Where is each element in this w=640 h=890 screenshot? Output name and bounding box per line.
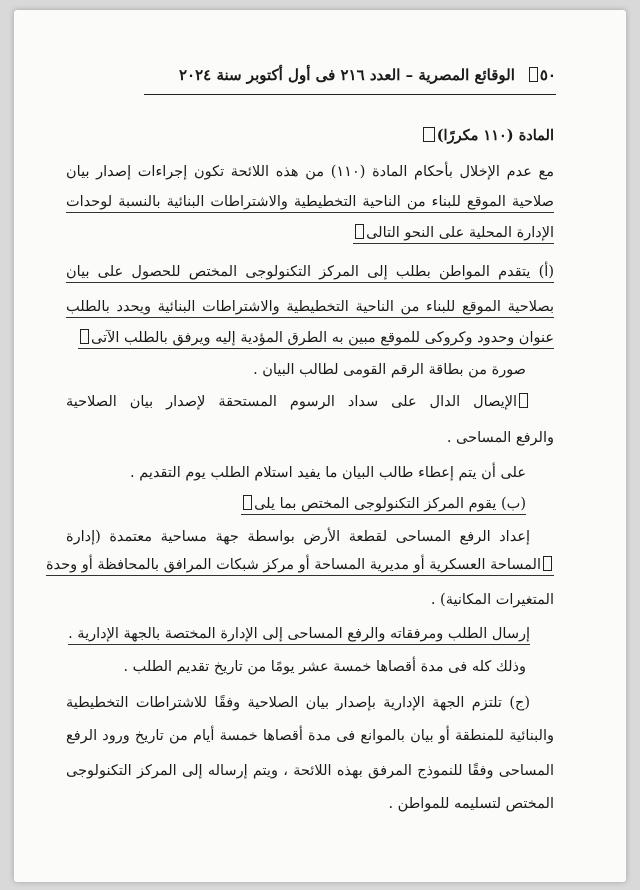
clause-c-line: والبنائية للمنطقة أو بيان بالموانع فى مدة أقصاها خمسة أيام من تاريخ ورود الرفع: [66, 728, 554, 744]
list-item-continuation: المساحة العسكرية أو مديرية المساحة أو مركز شبكات المرافق بالمحافظة أو وحدة: [66, 555, 554, 575]
note-line: على أن يتم إعطاء طالب البيان ما يفيد استلام الطلب يوم التقديم .: [130, 465, 526, 481]
page-header: [144, 66, 556, 84]
paragraph-line: مع عدم الإخلال بأحكام المادة (١١٠) من هذه اللائحة تكون إجراءات إصدار بيان: [66, 164, 555, 180]
clause-c-line: (ج) تلتزم الجهة الإدارية بإصدار بيان الصلاحية وفقًا للاشتراطات التخطيطية: [66, 695, 530, 711]
box-glyph: [543, 556, 552, 571]
page-content: [14, 10, 626, 882]
box-glyph: [529, 67, 538, 82]
clause-c-line: المساحى وفقًا للنموذج المرفق بهذه اللائحة ، ويتم إرساله إلى المركز التكنولوجى: [66, 763, 554, 779]
box-glyph: [355, 224, 364, 239]
list-item: صورة من بطاقة الرقم القومى لطالب البيان .: [253, 362, 526, 378]
article-heading: المادة (١١٠ مكررًا): [66, 126, 554, 146]
header-title: الوقائع المصرية – العدد ٢١٦ فى أول أكتوبر سنة ٢٠٢٤: [178, 66, 515, 84]
list-item: إعداد الرفع المساحى لقطعة الأرض بواسطة جهة مساحية معتمدة (إدارة: [66, 529, 530, 545]
list-item-continuation: المتغيرات المكانية) .: [430, 592, 554, 608]
box-glyph: [243, 495, 252, 510]
clause-a-line: عنوان وحدود وكروكى للموقع مبين به الطرق المؤدية إليه ويرفق بالطلب الآتى: [66, 328, 554, 348]
page-number: ٥٠: [527, 66, 556, 84]
paragraph-line: الإدارة المحلية على النحو التالى: [66, 223, 554, 243]
clause-a-line: (أ) يتقدم المواطن بطلب إلى المركز التكنولوجى المختص للحصول على بيان: [66, 262, 554, 282]
clause-b-heading: (ب) يقوم المركز التكنولوجى المختص بما يلى: [66, 494, 526, 514]
clause-a-line: بصلاحية الموقع للبناء من الناحية التخطيطية والاشتراطات البنائية ويحدد بالطلب: [66, 297, 554, 317]
paragraph-line: صلاحية الموقع للبناء من الناحية التخطيطية والاشتراطات البنائية بالنسبة لوحدات: [66, 192, 554, 212]
box-glyph: [80, 329, 89, 344]
list-item: إرسال الطلب ومرفقاته والرفع المساحى إلى الإدارة المختصة بالجهة الإدارية .: [66, 624, 530, 644]
list-item: الإيصال الدال على سداد الرسوم المستحقة لإصدار بيان الصلاحية: [66, 392, 530, 412]
document-page: [14, 10, 626, 882]
box-glyph: [519, 393, 528, 408]
header-rule: [144, 94, 556, 95]
list-item-continuation: والرفع المساحى .: [446, 430, 554, 446]
clause-c-line: المختص لتسليمه للمواطن .: [388, 796, 554, 812]
box-glyph: [423, 127, 435, 142]
list-item: وذلك كله فى مدة أقصاها خمسة عشر يومًا من تاريخ تقديم الطلب .: [123, 659, 526, 675]
